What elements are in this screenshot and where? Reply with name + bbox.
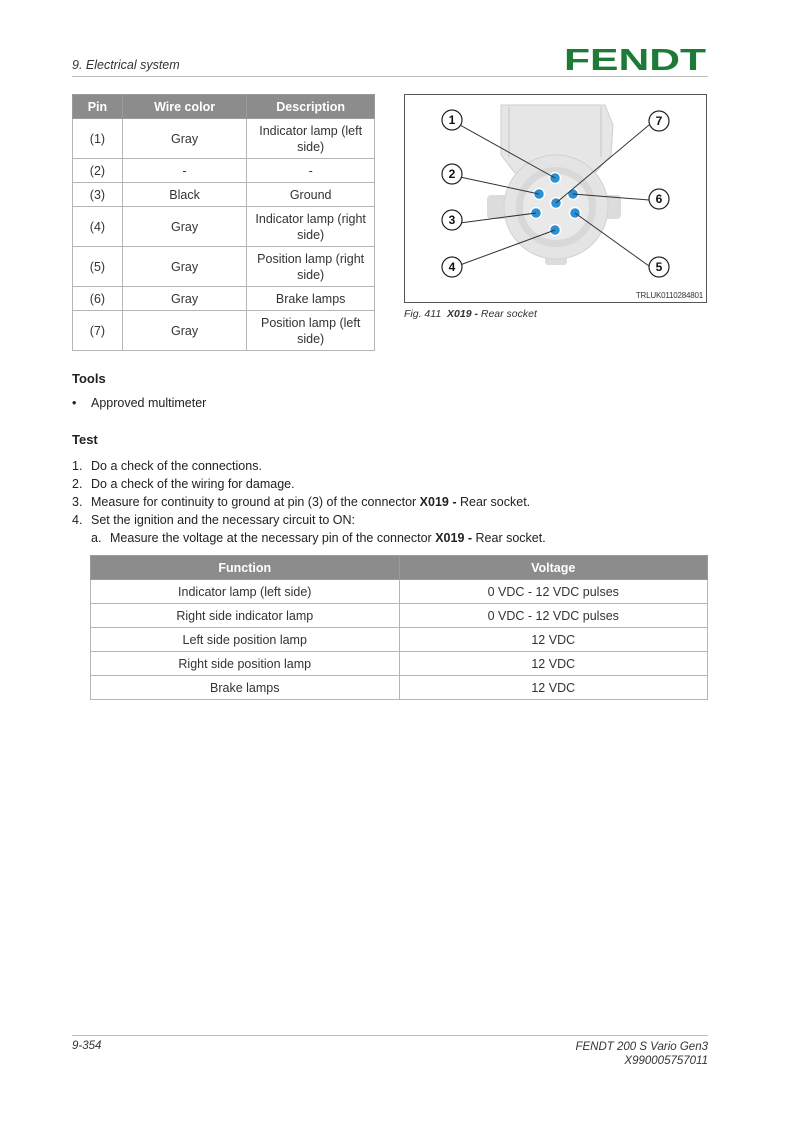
function-cell: Right side indicator lamp	[91, 604, 400, 628]
table-row	[91, 580, 708, 604]
tool-label: Approved multimeter	[91, 396, 207, 410]
footer-document-info	[575, 1040, 708, 1068]
callout-5: 5	[655, 260, 663, 274]
test-steps	[72, 457, 546, 547]
document-number: X990005757011	[624, 1055, 708, 1067]
figure-number: Fig. 411	[404, 308, 442, 320]
pin-cell: (4)	[73, 207, 123, 247]
table-row	[91, 676, 708, 700]
tools-heading: Tools	[72, 371, 106, 386]
pin-assignment-table	[72, 94, 375, 351]
wire-color-cell: -	[122, 159, 246, 183]
step-text: Do a check of the connections.	[91, 459, 262, 473]
substep-letter: a.	[91, 531, 102, 545]
section-title: 9. Electrical system	[72, 58, 180, 72]
step-text-end: Rear socket.	[456, 495, 531, 509]
column-header-pin: Pin	[73, 95, 123, 119]
test-heading: Test	[72, 432, 98, 447]
rear-socket-diagram	[405, 95, 706, 302]
callout-4: 4	[448, 260, 456, 274]
function-cell: Brake lamps	[91, 676, 400, 700]
wire-color-cell: Gray	[122, 119, 246, 159]
pin-cell: (7)	[73, 311, 123, 351]
table-row	[73, 183, 375, 207]
voltage-cell: 12 VDC	[399, 652, 708, 676]
description-cell: Position lamp (left side)	[247, 311, 375, 351]
description-cell: Brake lamps	[247, 287, 375, 311]
voltage-cell: 0 VDC - 12 VDC pulses	[399, 604, 708, 628]
description-cell: Ground	[247, 183, 375, 207]
voltage-cell: 0 VDC - 12 VDC pulses	[399, 580, 708, 604]
connector-code: X019 -	[435, 531, 473, 545]
connector-code: X019 -	[419, 495, 457, 509]
description-cell: -	[247, 159, 375, 183]
callout-7: 7	[655, 114, 663, 128]
function-cell: Right side position lamp	[91, 652, 400, 676]
substep-text-end: Rear socket.	[472, 531, 546, 545]
table-row	[73, 287, 375, 311]
pin-cell: (3)	[73, 183, 123, 207]
description-cell: Indicator lamp (right side)	[247, 207, 375, 247]
pin-cell: (2)	[73, 159, 123, 183]
description-cell: Position lamp (right side)	[247, 247, 375, 287]
test-step	[72, 511, 546, 529]
test-step	[72, 493, 546, 511]
pin-cell: (6)	[73, 287, 123, 311]
column-header-wire-color: Wire color	[122, 95, 246, 119]
description-cell: Indicator lamp (left side)	[247, 119, 375, 159]
rear-socket-figure	[404, 94, 707, 303]
test-step	[72, 457, 546, 475]
table-row	[91, 604, 708, 628]
step-text: Set the ignition and the necessary circuit to ON:	[91, 513, 356, 527]
pin-cell: (5)	[73, 247, 123, 287]
voltage-cell: 12 VDC	[399, 628, 708, 652]
table-row	[91, 652, 708, 676]
voltage-table	[90, 555, 708, 700]
fendt-logo	[562, 44, 708, 74]
wire-color-cell: Gray	[122, 287, 246, 311]
step-number: 2.	[72, 477, 83, 491]
wire-color-cell: Gray	[122, 247, 246, 287]
step-text: Do a check of the wiring for damage.	[91, 477, 295, 491]
table-row	[73, 159, 375, 183]
step-number: 1.	[72, 459, 83, 473]
function-cell: Left side position lamp	[91, 628, 400, 652]
figure-image-id: TRLUK0110284801	[635, 291, 703, 300]
column-header-function: Function	[91, 556, 400, 580]
footer-divider	[72, 1035, 708, 1036]
table-row	[91, 628, 708, 652]
voltage-cell: 12 VDC	[399, 676, 708, 700]
step-number: 3.	[72, 495, 83, 509]
wire-color-cell: Gray	[122, 311, 246, 351]
wire-color-cell: Black	[122, 183, 246, 207]
svg-text:FENDT: FENDT	[564, 44, 707, 74]
callout-6: 6	[655, 192, 663, 206]
figure-caption	[404, 308, 537, 320]
callout-1: 1	[448, 113, 456, 127]
test-substep	[72, 529, 546, 547]
header-divider	[72, 76, 708, 77]
column-header-voltage: Voltage	[399, 556, 708, 580]
bullet-icon: •	[72, 396, 77, 410]
callout-2: 2	[448, 167, 456, 181]
table-row	[73, 207, 375, 247]
table-row	[73, 247, 375, 287]
figure-connector-code: X019 -	[447, 308, 478, 320]
test-step	[72, 475, 546, 493]
pin-cell: (1)	[73, 119, 123, 159]
table-row	[73, 119, 375, 159]
callout-3: 3	[448, 213, 456, 227]
figure-caption-text: Rear socket	[480, 308, 537, 320]
model-name: FENDT 200 S Vario Gen3	[575, 1041, 708, 1053]
function-cell: Indicator lamp (left side)	[91, 580, 400, 604]
column-header-description: Description	[247, 95, 375, 119]
wire-color-cell: Gray	[122, 207, 246, 247]
step-text: Measure for continuity to ground at pin (3) of the connector	[91, 495, 420, 509]
table-row	[73, 311, 375, 351]
page-number: 9-354	[72, 1040, 102, 1052]
tools-list-item	[72, 396, 206, 410]
substep-text: Measure the voltage at the necessary pin of the connector	[110, 531, 436, 545]
step-number: 4.	[72, 513, 83, 527]
